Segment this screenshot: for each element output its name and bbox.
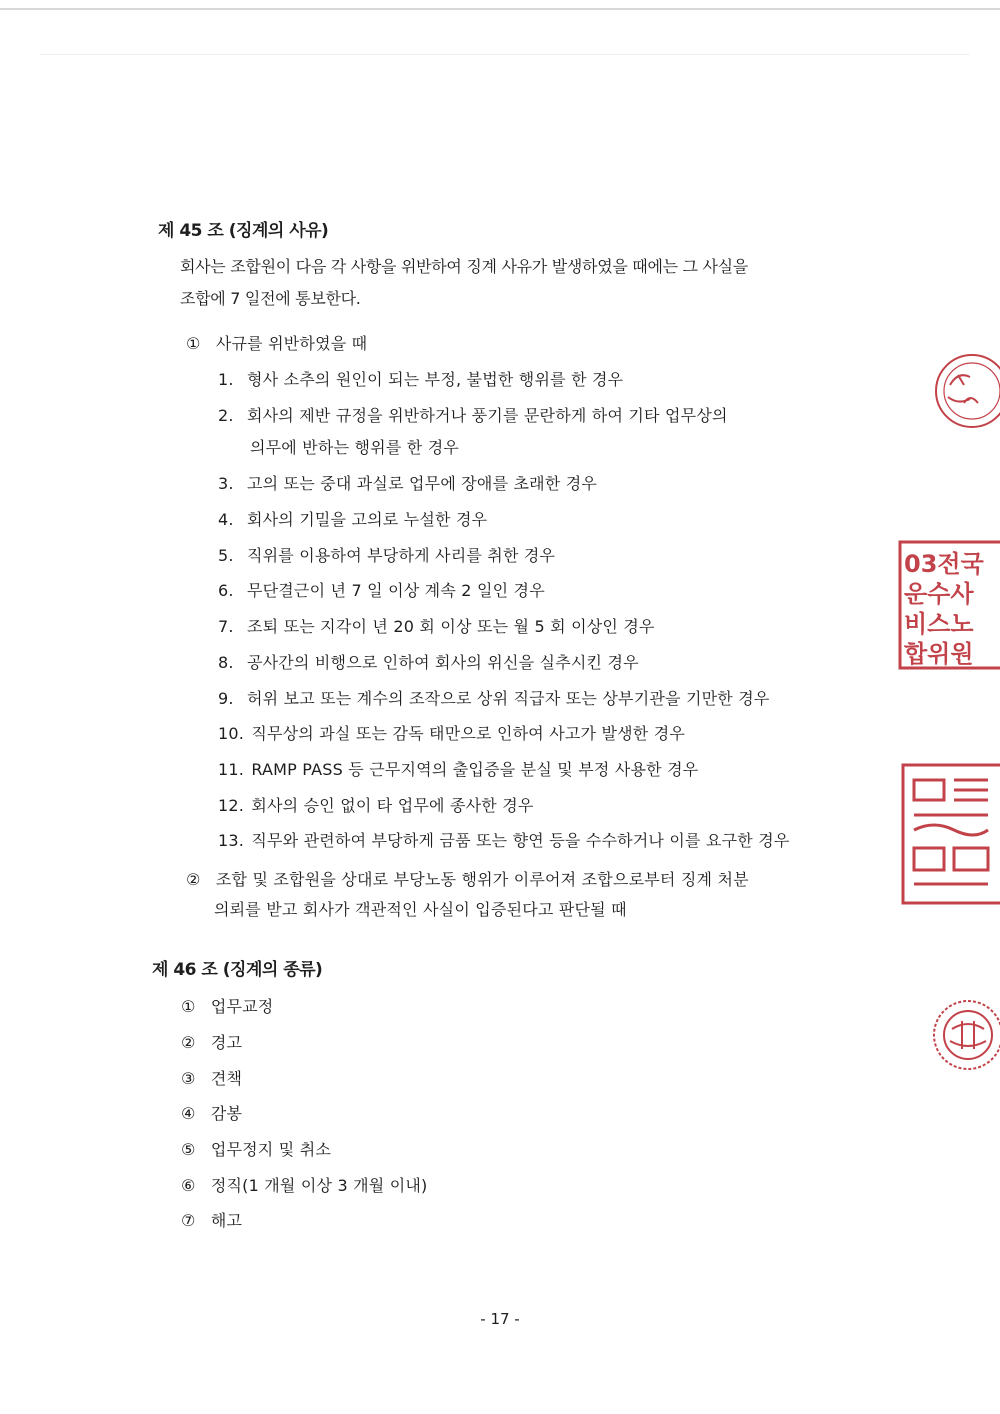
item-text: 고의 또는 중대 과실로 업무에 장애를 초래한 경우 [246, 474, 598, 493]
list-item [181, 1208, 242, 1231]
list-item [181, 1101, 242, 1124]
item-text: 회사의 기밀을 고의로 누설한 경우 [246, 510, 488, 529]
list-item [218, 686, 770, 709]
list-item [218, 721, 685, 744]
item-number: 10. [218, 724, 245, 743]
item-text: 정직(1 개월 이상 3 개월 이내) [210, 1176, 428, 1195]
list-item [218, 543, 555, 566]
item-text: 감봉 [210, 1104, 243, 1123]
item-number: 9. [218, 689, 234, 708]
item-number: 8. [218, 653, 234, 672]
list-item [218, 828, 790, 851]
item-number: 13. [218, 831, 245, 850]
list-item [218, 578, 545, 601]
list-item [218, 650, 639, 673]
item-marker: ⑤ [181, 1140, 196, 1159]
item-text: 업무교정 [210, 997, 274, 1016]
list-item [181, 994, 273, 1017]
item-text: 허위 보고 또는 계수의 조작으로 상위 직급자 또는 상부기관을 기만한 경우 [246, 689, 770, 708]
item-text: 업무정지 및 취소 [210, 1140, 332, 1159]
seal-text-line: 합위원 [904, 640, 974, 668]
clause-2-line-2: 의뢰를 받고 회사가 객관적인 사실이 입증된다고 판단될 때 [214, 900, 627, 919]
item-number: 6. [218, 581, 234, 600]
item-number: 3. [218, 474, 234, 493]
article-45-intro-line-2: 조합에 7 일전에 통보한다. [180, 289, 361, 308]
item-marker: ② [181, 1033, 196, 1052]
item-text: 공사간의 비행으로 인하여 회사의 위신을 실추시킨 경우 [246, 653, 639, 672]
list-item [218, 367, 623, 390]
list-item [181, 1173, 427, 1196]
list-item [218, 403, 728, 426]
item-marker: ① [181, 997, 196, 1016]
list-item [218, 507, 487, 530]
clause-1-marker: ① [186, 334, 201, 353]
item-number: 4. [218, 510, 234, 529]
list-item [218, 471, 597, 494]
item-text: 해고 [210, 1211, 243, 1230]
clause-2-marker: ② [186, 870, 201, 889]
round-seal-stamp [922, 995, 1000, 1079]
item-number: 12. [218, 796, 245, 815]
item-marker: ⑥ [181, 1176, 196, 1195]
square-seal-stamp [896, 538, 1000, 674]
item-text: 직무상의 과실 또는 감독 태만으로 인하여 사고가 발생한 경우 [251, 724, 686, 743]
item-continuation: 의무에 반하는 행위를 한 경우 [250, 438, 460, 457]
item-number: 7. [218, 617, 234, 636]
item-text: 회사의 승인 없이 타 업무에 종사한 경우 [251, 796, 534, 815]
seal-text-line: 운수사 [904, 580, 974, 608]
item-text: 직위를 이용하여 부당하게 사리를 취한 경우 [246, 546, 556, 565]
item-text: 조퇴 또는 지각이 년 20 회 이상 또는 월 5 회 이상인 경우 [246, 617, 655, 636]
item-text: 형사 소추의 원인이 되는 부정, 불법한 행위를 한 경우 [246, 370, 624, 389]
list-item [181, 1066, 242, 1089]
list-item [181, 1137, 331, 1160]
list-item [218, 757, 698, 780]
item-number: 5. [218, 546, 234, 565]
clause-1 [186, 331, 367, 354]
seal-text-line: 비스노 [904, 610, 974, 638]
item-marker: ④ [181, 1104, 196, 1123]
item-text: 직무와 관련하여 부당하게 금품 또는 향연 등을 수수하거나 이를 요구한 경우 [251, 831, 790, 850]
item-number: 2. [218, 406, 234, 425]
list-item [218, 614, 655, 637]
clause-2-line-1: 조합 및 조합원을 상대로 부당노동 행위가 이루어져 조합으로부터 징계 처분 [215, 870, 749, 889]
item-number: 1. [218, 370, 234, 389]
article-45-title: 제 45 조 (징계의 사유) [158, 221, 329, 241]
item-text: RAMP PASS 등 근무지역의 출입증을 분실 및 부정 사용한 경우 [251, 760, 699, 779]
clause-1-text: 사규를 위반하였을 때 [215, 334, 368, 353]
item-text: 무단결근이 년 7 일 이상 계속 2 일인 경우 [246, 581, 545, 600]
square-seal-stamp [898, 760, 1000, 910]
round-seal-stamp [920, 345, 1000, 435]
item-text: 경고 [210, 1033, 243, 1052]
item-marker: ⑦ [181, 1211, 196, 1230]
item-number: 11. [218, 760, 245, 779]
item-text: 회사의 제반 규정을 위반하거나 풍기를 문란하게 하여 기타 업무상의 [246, 406, 728, 425]
seal-text-line: 03전국 [904, 550, 984, 578]
article-46-title: 제 46 조 (징계의 종류) [152, 960, 323, 980]
item-marker: ③ [181, 1069, 196, 1088]
list-item [218, 793, 534, 816]
clause-2 [186, 867, 749, 890]
page-number: - 17 - [480, 1310, 520, 1328]
item-text: 견책 [210, 1069, 243, 1088]
article-45-intro-line-1: 회사는 조합원이 다음 각 사항을 위반하여 징계 사유가 발생하였을 때에는 그 사실을 [180, 257, 748, 276]
list-item [181, 1030, 242, 1053]
